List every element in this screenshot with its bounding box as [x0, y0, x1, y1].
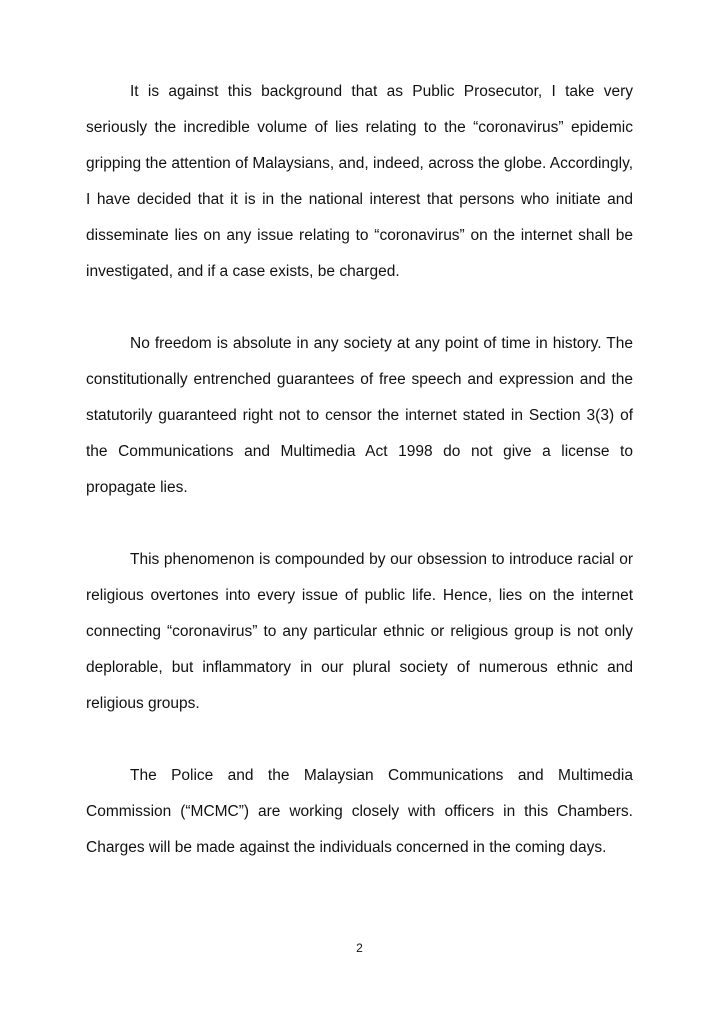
page-number: 2 [356, 941, 363, 955]
paragraph-public-prosecutor-statement: It is against this background that as Public Prosecutor, I take very seriously the incredible volume of lies relating to the “coronavirus” epidemic gripping the attention of Malaysians, and, indeed, across the globe. Accordingly, I have decided that it is in the national interest that persons who initiate and disseminate lies on any issue relating to “coronavirus” on the internet shall be investigated, and if a case exists, be charged. [86, 83, 633, 280]
paragraph-racial-religious-overtones: This phenomenon is compounded by our obsession to introduce racial or religious overtones into every issue of public life. Hence, lies on the internet connecting “coronavirus” to any particular ethnic or religious group is not only deplorable, but inflammatory in our plural society of numerous ethnic and religious groups. [86, 551, 633, 712]
document-body [86, 74, 633, 902]
paragraph-freedom-not-absolute: No freedom is absolute in any society at any point of time in history. The constitutionally entrenched guarantees of free speech and expression and the statutorily guaranteed right not to censor the internet stated in Section 3(3) of the Communications and Multimedia Act 1998 do not give a license to propagate lies. [86, 335, 633, 496]
paragraph-police-mcmc: The Police and the Malaysian Communications and Multimedia Commission (“MCMC”) are working closely with officers in this Chambers. Charges will be made against the individuals concerned in the coming days. [86, 767, 633, 856]
